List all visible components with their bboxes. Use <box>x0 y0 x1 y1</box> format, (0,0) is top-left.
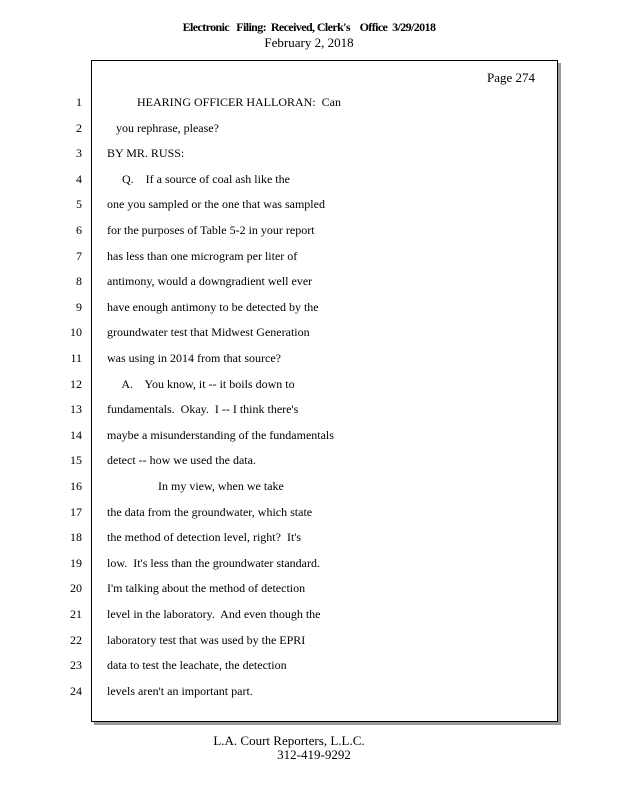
transcript-line-text: the data from the groundwater, which state <box>107 505 313 519</box>
line-number: 10 <box>70 325 82 339</box>
line-number: 1 <box>76 95 82 109</box>
filing-stamp: Electronic Filing: Received, Clerk's Office 3/29/2018 <box>182 20 436 34</box>
line-number: 16 <box>70 479 82 493</box>
line-number: 6 <box>76 223 82 237</box>
transcript-line-text: the method of detection level, right? It's <box>107 530 302 544</box>
transcript-line-text: you rephrase, please? <box>107 121 219 135</box>
line-number: 3 <box>76 146 82 160</box>
line-number: 21 <box>70 607 82 621</box>
line-number: 20 <box>70 581 82 595</box>
transcript-line-text: levels aren't an important part. <box>107 684 253 698</box>
transcript-line-text: maybe a misunderstanding of the fundamentals <box>107 428 334 442</box>
line-number: 8 <box>76 274 82 288</box>
line-number: 24 <box>70 684 82 698</box>
transcript-line-text: has less than one microgram per liter of <box>107 249 298 263</box>
reporter-phone: 312-419-9292 <box>277 747 351 762</box>
transcript-line-text: HEARING OFFICER HALLORAN: Can <box>107 95 341 109</box>
line-number: 2 <box>76 121 82 135</box>
line-number: 22 <box>70 633 82 647</box>
line-number: 14 <box>70 428 82 442</box>
filing-date: February 2, 2018 <box>264 35 354 50</box>
transcript-line-text: have enough antimony to be detected by the <box>107 300 319 314</box>
transcript-line-text: A. You know, it -- it boils down to <box>107 377 295 391</box>
line-number: 11 <box>70 351 82 365</box>
transcript-line-text: one you sampled or the one that was sampled <box>107 197 325 211</box>
transcript-line-text: I'm talking about the method of detection <box>107 581 306 595</box>
transcript-line-text: laboratory test that was used by the EPRI <box>107 633 306 647</box>
transcript-line-text: BY MR. RUSS: <box>107 146 185 160</box>
line-number: 13 <box>70 402 82 416</box>
transcript-line-text: level in the laboratory. And even though the <box>107 607 321 621</box>
transcript-line-text: fundamentals. Okay. I -- I think there's <box>107 402 299 416</box>
transcript-line-text: for the purposes of Table 5-2 in your report <box>107 223 315 237</box>
transcript-line-text: was using in 2014 from that source? <box>107 351 281 365</box>
line-number: 4 <box>76 172 82 186</box>
line-number: 12 <box>70 377 82 391</box>
reporter-company: L.A. Court Reporters, L.L.C. <box>213 733 365 748</box>
transcript-line-text: data to test the leachate, the detection <box>107 658 287 672</box>
line-number: 18 <box>70 530 82 544</box>
line-number: 19 <box>70 556 82 570</box>
transcript-line-text: In my view, when we take <box>107 479 284 493</box>
line-number: 5 <box>76 197 82 211</box>
line-number: 7 <box>76 249 82 263</box>
line-number: 17 <box>70 505 82 519</box>
page-number: Page 274 <box>487 70 536 85</box>
transcript-line-text: detect -- how we used the data. <box>107 453 256 467</box>
line-number: 23 <box>70 658 82 672</box>
line-number: 15 <box>70 453 82 467</box>
transcript-line-text: groundwater test that Midwest Generation <box>107 325 310 339</box>
line-number: 9 <box>76 300 82 314</box>
transcript-line-text: low. It's less than the groundwater standard. <box>107 556 320 570</box>
transcript-line-text: antimony, would a downgradient well ever <box>107 274 313 288</box>
transcript-line-text: Q. If a source of coal ash like the <box>107 172 290 186</box>
